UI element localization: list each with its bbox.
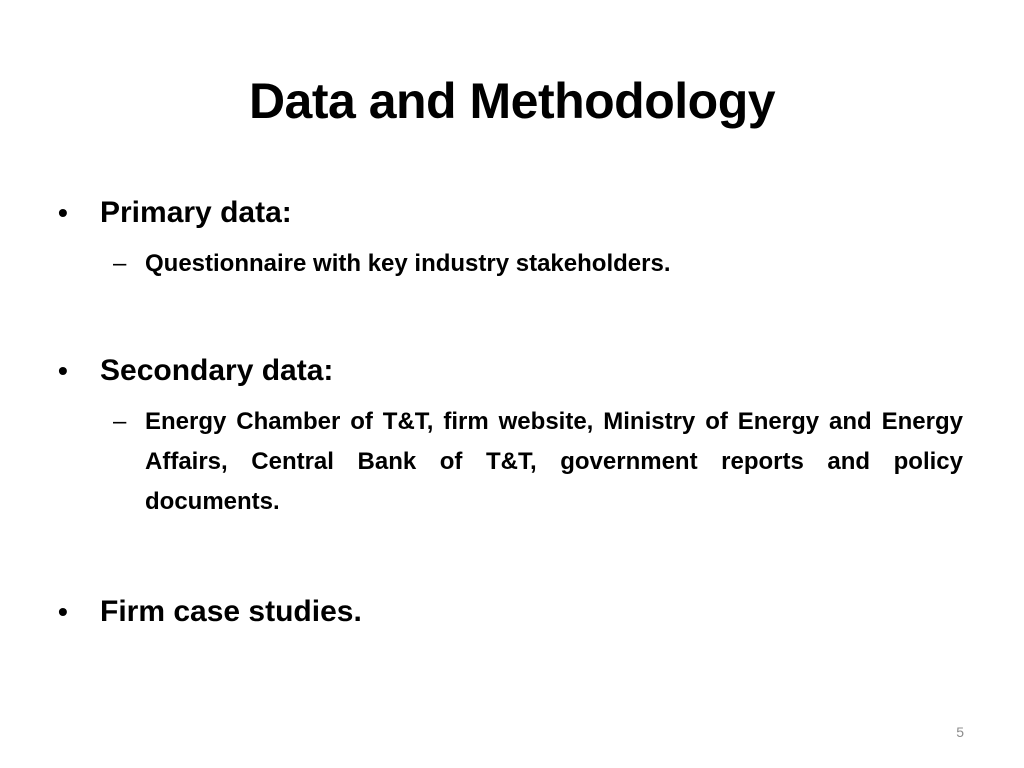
sub-bullet-primary-data — [113, 244, 963, 284]
page-number: 5 — [956, 724, 964, 740]
bullet-label: Secondary data: — [100, 354, 334, 387]
bullet-icon: • — [58, 197, 68, 228]
bullet-icon: • — [58, 355, 68, 386]
slide-title: Data and Methodology — [248, 73, 776, 129]
bullet-secondary-data — [58, 351, 333, 391]
sub-bullet-text: Questionnaire with key industry stakeholders. — [145, 250, 671, 277]
sub-bullet-secondary-data — [113, 402, 963, 522]
bullet-label: Firm case studies. — [100, 595, 362, 628]
bullet-label: Primary data: — [100, 196, 292, 229]
dash-icon: – — [113, 408, 127, 435]
sub-bullet-text: Energy Chamber of T&T, firm website, Ministry of Energy and Energy Affairs, Central Bank of T&T, government reports and policy documents. — [145, 408, 963, 515]
bullet-icon: • — [58, 596, 68, 627]
dash-icon: – — [113, 250, 127, 277]
bullet-primary-data — [58, 193, 292, 233]
bullet-firm-case-studies — [58, 592, 362, 632]
